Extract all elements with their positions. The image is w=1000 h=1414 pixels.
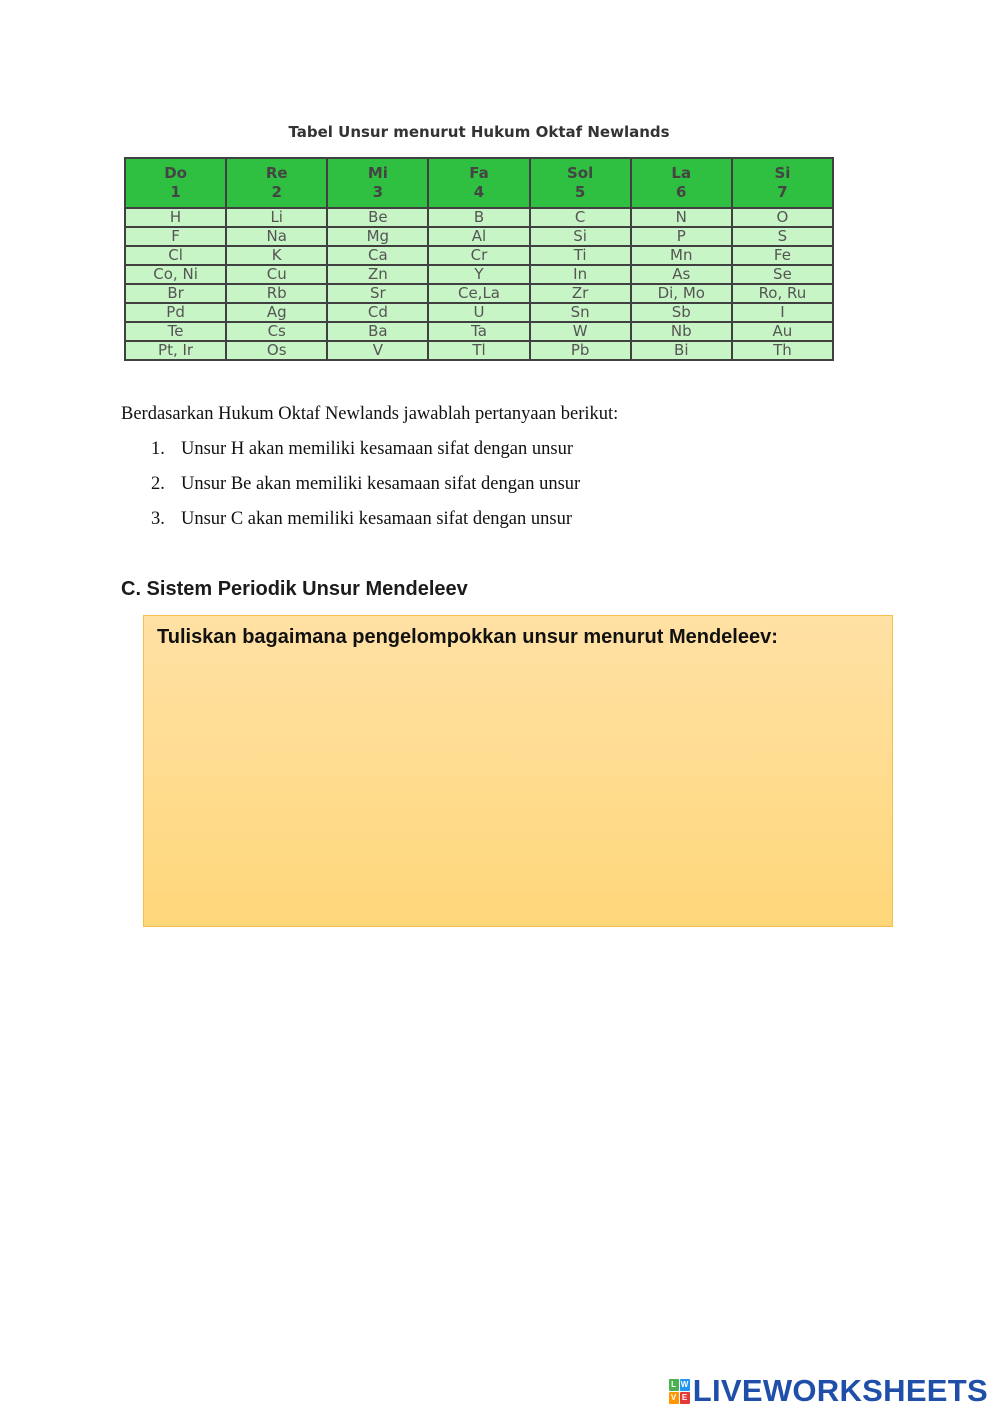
table-cell: Al <box>428 227 529 246</box>
column-note: Re <box>265 164 288 182</box>
column-header-fa <box>428 158 529 208</box>
question-number: 2. <box>151 474 165 494</box>
table-cell: Cu <box>226 265 327 284</box>
table-cell: Nb <box>631 322 732 341</box>
table-cell: Rb <box>226 284 327 303</box>
table-cell: F <box>125 227 226 246</box>
table-cell: Sn <box>530 303 631 322</box>
question-item <box>151 438 580 473</box>
answer-prompt: Tuliskan bagaimana pengelompokkan unsur menurut Mendeleev: <box>157 626 778 648</box>
table-row <box>125 246 833 265</box>
question-item <box>151 508 580 543</box>
column-note: La <box>671 164 692 182</box>
column-number: 5 <box>574 183 586 201</box>
question-text: Unsur H akan memiliki kesamaan sifat dengan unsur <box>181 439 573 459</box>
table-cell: Li <box>226 208 327 227</box>
table-cell: Pb <box>530 341 631 360</box>
table-cell: Di, Mo <box>631 284 732 303</box>
column-number: 4 <box>473 183 485 201</box>
table-row <box>125 303 833 322</box>
liveworksheets-logo-icon <box>669 1379 690 1404</box>
table-cell: Cs <box>226 322 327 341</box>
table-cell: In <box>530 265 631 284</box>
section-heading: C. Sistem Periodik Unsur Mendeleev <box>121 578 468 600</box>
column-number: 1 <box>170 183 181 201</box>
table-cell: Ca <box>327 246 428 265</box>
table-cell: Cd <box>327 303 428 322</box>
table-cell: Cr <box>428 246 529 265</box>
table-cell: Ag <box>226 303 327 322</box>
table-cell: Mg <box>327 227 428 246</box>
table-row <box>125 341 833 360</box>
logo-tile: W <box>680 1379 689 1389</box>
column-header-sol <box>530 158 631 208</box>
column-number: 2 <box>271 183 282 201</box>
table-cell: Ta <box>428 322 529 341</box>
table-cell: Cl <box>125 246 226 265</box>
table-cell: Sb <box>631 303 732 322</box>
brand-name: LIVEWORKSHEETS <box>692 1373 988 1408</box>
column-header-do <box>125 158 226 208</box>
table-header-row <box>125 158 833 208</box>
table-cell: Ba <box>327 322 428 341</box>
column-header-mi <box>327 158 428 208</box>
table-cell: I <box>732 303 833 322</box>
table-cell: N <box>631 208 732 227</box>
table-row <box>125 284 833 303</box>
table-cell: S <box>732 227 833 246</box>
table-row <box>125 227 833 246</box>
table-cell: B <box>428 208 529 227</box>
table-cell: Tl <box>428 341 529 360</box>
logo-tile: E <box>680 1392 690 1404</box>
column-note: Mi <box>367 164 388 182</box>
table-cell: H <box>125 208 226 227</box>
newlands-octave-table <box>124 157 834 361</box>
table-cell: Te <box>125 322 226 341</box>
column-header-si <box>732 158 833 208</box>
table-cell: Ro, Ru <box>732 284 833 303</box>
table-cell: Si <box>530 227 631 246</box>
table-cell: K <box>226 246 327 265</box>
column-header-la <box>631 158 732 208</box>
question-list <box>151 438 580 543</box>
question-item <box>151 473 580 508</box>
question-number: 3. <box>151 509 165 529</box>
table-row <box>125 265 833 284</box>
column-note: Si <box>774 164 791 182</box>
logo-tile: L <box>669 1379 679 1391</box>
table-cell: P <box>631 227 732 246</box>
column-note: Do <box>164 164 187 182</box>
question-text: Unsur Be akan memiliki kesamaan sifat dengan unsur <box>181 474 581 494</box>
table-cell: Se <box>732 265 833 284</box>
table-cell: Zr <box>530 284 631 303</box>
table-cell: U <box>428 303 529 322</box>
table-cell: Ce,La <box>428 284 529 303</box>
table-cell: Bi <box>631 341 732 360</box>
column-note: Sol <box>567 164 594 182</box>
column-number: 3 <box>372 183 384 201</box>
table-row <box>125 208 833 227</box>
table-cell: W <box>530 322 631 341</box>
mendeleev-answer-box[interactable] <box>143 615 893 927</box>
table-cell: Os <box>226 341 327 360</box>
column-number: 6 <box>676 183 687 201</box>
table-cell: Na <box>226 227 327 246</box>
logo-tile: V <box>669 1392 679 1404</box>
column-note: Fa <box>469 164 489 182</box>
table-row <box>125 322 833 341</box>
table-cell: Sr <box>327 284 428 303</box>
liveworksheets-brand <box>669 1373 988 1409</box>
table-cell: Au <box>732 322 833 341</box>
table-title: Tabel Unsur menurut Hukum Oktaf Newlands <box>288 123 670 141</box>
table-cell: V <box>327 341 428 360</box>
column-header-re <box>226 158 327 208</box>
table-cell: Zn <box>327 265 428 284</box>
table-cell: O <box>732 208 833 227</box>
table-cell: Mn <box>631 246 732 265</box>
table-cell: Pd <box>125 303 226 322</box>
table-cell: Ti <box>530 246 631 265</box>
column-number: 7 <box>777 183 788 201</box>
table-cell: Y <box>428 265 529 284</box>
table-cell: Pt, Ir <box>125 341 226 360</box>
table-cell: C <box>530 208 631 227</box>
table-cell: Th <box>732 341 833 360</box>
table-cell: Br <box>125 284 226 303</box>
table-cell: As <box>631 265 732 284</box>
question-number: 1. <box>151 439 165 459</box>
table-cell: Be <box>327 208 428 227</box>
instructions-text: Berdasarkan Hukum Oktaf Newlands jawablah pertanyaan berikut: <box>121 404 619 424</box>
question-text: Unsur C akan memiliki kesamaan sifat dengan unsur <box>181 509 572 529</box>
table-cell: Co, Ni <box>125 265 226 284</box>
table-cell: Fe <box>732 246 833 265</box>
